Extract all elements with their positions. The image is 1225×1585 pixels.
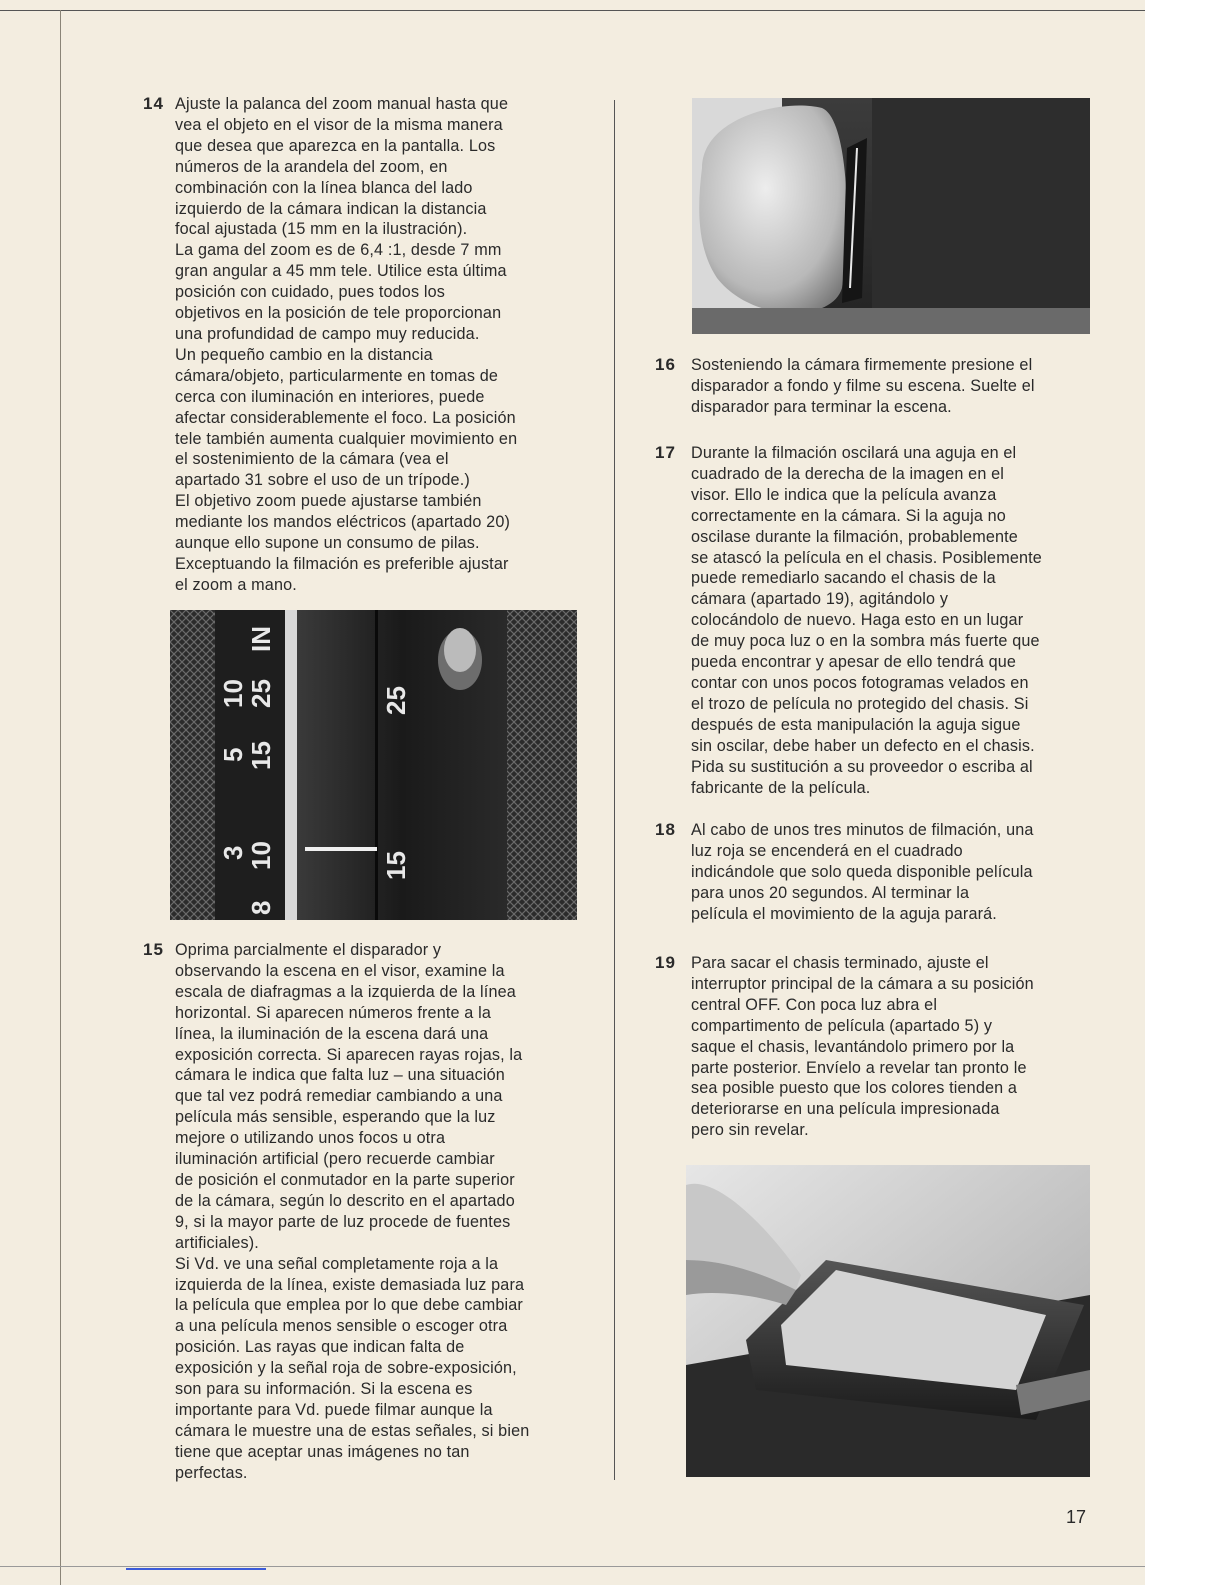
section-18	[655, 820, 1105, 925]
section-number: 16	[655, 355, 676, 374]
scale-label-25-lower: 25	[246, 679, 276, 708]
section-text: Al cabo de unos tres minutos de filmación, una luz roja se encenderá en el cuadrado indicándole que solo queda disponible película para unos 20 segundos. Al terminar la película el movimiento de la aguja parará.	[691, 821, 1034, 923]
zoom-ring-photo	[170, 610, 577, 920]
section-text: Durante la filmación oscilará una aguja en el cuadrado de la derecha de la imagen en el visor. Ello le indica que la película avanza correctamente en la cámara. Si la aguja no oscilase durante la filmación, probablemente se atascó la película en el chasis. Posiblemente puede remediarlo sacando el chasis de la cámara (apartado 19), agitándolo y colocándolo de nuevo. Haga esto en un lugar de muy poca luz o en la sombra más fuerte que pueda encontrar y apesar de ello tendrá que contar con unos pocos fotogramas velados en el trozo de película no protegido del chasis. Si después de esta manipulación la aguja sigue sin oscilar, debe haber un defecto en el chasis. Pida su sustitución a su proveedor o escriba al fabricante de la película.	[691, 444, 1042, 797]
section-text: Ajuste la palanca del zoom manual hasta que vea el objeto en el visor de la misma manera que desea que aparezca en la pantalla. Los números de la arandela del zoom, en combinación con la línea blanca del lado izquierdo de la cámara indican la distancia focal ajustada (15 mm en la ilustración). La gama del zoom es de 6,4 :1, desde 7 mm gran angular a 45 mm tele. Utilice esta última posición con cuidado, pues todos los objetivos en la posición de tele proporcionan una profundidad de campo muy reducida. Un pequeño cambio en la distancia cámara/objeto, particularmente en tomas de cerca con iluminación en interiores, puede afectar considerablemente el foco. La posición tele también aumenta cualquier movimiento en el sostenimiento de la cámara (vea el apartado 31 sobre el uso de un trípode.) El objetivo zoom puede ajustarse también mediante los mandos eléctricos (apartado 20) aunque ello supone un consumo de pilas. Exceptuando la filmación es preferible ajustar el zoom a mano.	[175, 95, 518, 594]
section-text: Sosteniendo la cámara firmemente presione el disparador a fondo y filme su escena. Suelte el disparador para terminar la escena.	[691, 356, 1035, 416]
section-16	[655, 355, 1105, 418]
cartridge-photo	[686, 1165, 1090, 1477]
scale-label-10: 10	[218, 679, 248, 708]
section-text: Oprima parcialmente el disparador y observando la escena en el visor, examine la escala de diafragmas a la izquierda de la línea horizontal. Si aparecen números frente a la línea, la iluminación de la escena dará una exposición correcta. Si aparecen rayas rojas, la cámara le indica que falta luz – una situación que tal vez podrá remediar cambiando a una película más sensible, esperando que la luz mejore o utilizando unos focos u otra iluminación artificial (pero recuerde cambiar de posición el conmutador en la parte superior de la cámara, según lo descrito en el apartado 9, si la mayor parte de luz procede de fuentes artificiales). Si Vd. ve una señal completamente roja a la izquierda de la línea, existe demasiada luz para la película que emplea por lo que debe cambiar a una película menos sensible o escoger otra posición. Las rayas que indican falta de exposición y la señal roja de sobre-exposición, son para su información. Si la escena es importante para Vd. puede filmar aunque la cámara le muestre una de estas señales, si bien tiene que aceptar unas imágenes no tan perfectas.	[175, 941, 530, 1482]
section-14	[143, 94, 603, 596]
page-margin	[1145, 0, 1225, 1585]
scale-label-3: 3	[218, 845, 248, 860]
section-number: 17	[655, 443, 676, 462]
top-rule	[0, 10, 1145, 11]
section-19	[655, 953, 1105, 1141]
scale-label-inf: IN	[246, 626, 276, 652]
section-number: 18	[655, 820, 676, 839]
section-17	[655, 443, 1105, 798]
trigger-photo	[692, 98, 1090, 334]
bottom-link-underline	[126, 1568, 266, 1570]
scale-label-5: 5	[218, 747, 248, 762]
scale-label-10-lower: 10	[246, 841, 276, 870]
section-number: 15	[143, 940, 164, 959]
page-number: 17	[1066, 1507, 1087, 1527]
scale-label-15-lower: 15	[246, 741, 276, 770]
page-fold	[60, 10, 61, 1585]
section-15	[143, 940, 603, 1484]
section-number: 14	[143, 94, 164, 113]
section-number: 19	[655, 953, 676, 972]
column-divider	[614, 100, 615, 1480]
section-text: Para sacar el chasis terminado, ajuste el interruptor principal de la cámara a su posición central OFF. Con poca luz abra el compartimento de película (apartado 5) y saque el chasis, levantándolo primero por la parte posterior. Envíelo a revelar tan pronto le sea posible puesto que los colores tienden a deteriorarse en una película impresionada pero sin revelar.	[691, 954, 1034, 1140]
bottom-rule	[0, 1566, 1145, 1567]
scale-label-8: 8	[246, 900, 276, 915]
barrel-label-25: 25	[381, 686, 411, 715]
barrel-label-15: 15	[381, 851, 411, 880]
